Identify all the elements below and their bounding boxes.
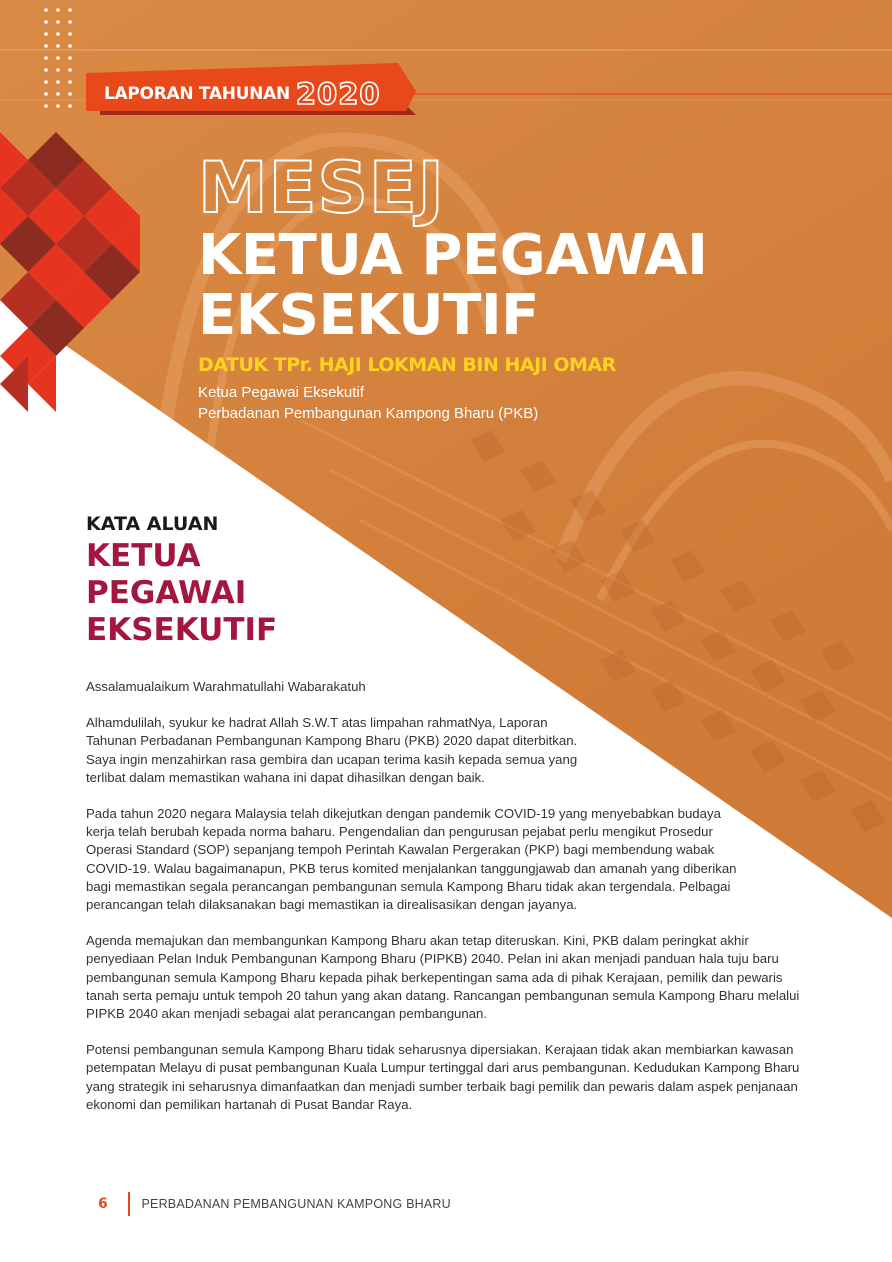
ceo-role-line1: Ketua Pegawai Eksekutif [198,384,364,401]
body-paragraph: Pada tahun 2020 negara Malaysia telah dikejutkan dengan pandemik COVID-19 yang menyebabkan budaya kerja telah berubah kepada norma baharu. Pengendalian dan pengurusan pejabat perlu mengikut Prosedur Operasi Standard (SOP) sepanjang tempoh Perintah Kawalan Pergerakan (PKP) bagi membendung wabak COVID-19. Walau bagaimanapun, PKB terus komited menjalankan tanggungjawab dan amanah yang diberikan bagi memastikan segala perancangan pembangunan semula Kampong Bharu tidak akan tergendala. Pelbagai perancangan telah dilaksanakan bagi memastikan ia direalisasikan dengan jayanya. [86,806,737,913]
dot-grid-decoration [40,4,80,116]
section-title-line2: PEGAWAI [86,575,247,611]
ceo-role-line2: Perbadanan Pembangunan Kampong Bharu (PKB) [198,405,539,422]
message-body [86,678,808,1132]
banner-year: 2020 [295,77,381,111]
section-title-line3: EKSEKUTIF [86,612,278,648]
ceo-name: DATUK TPr. HAJI LOKMAN BIN HAJI OMAR [198,354,616,376]
page-number: 6 [98,1196,108,1212]
page-title-line1: KETUA PEGAWAI [198,223,708,288]
ceo-role [198,382,538,424]
footer-divider [128,1192,130,1216]
section-title [86,538,277,649]
banner-text [104,74,381,114]
page-title [198,223,708,348]
page-footer [98,1193,451,1215]
section-kicker: KATA ALUAN [86,513,219,535]
footer-organization: PERBADANAN PEMBANGUNAN KAMPONG BHARU [141,1197,451,1211]
banner-label: LAPORAN TAHUNAN [104,84,290,104]
section-title-line1: KETUA [86,538,201,574]
body-paragraph: Alhamdulilah, syukur ke hadrat Allah S.W.T atas limpahan rahmatNya, Laporan Tahunan Perbadanan Pembangunan Kampong Bharu (PKB) 2020 dapat diterbitkan. Saya ingin menzahirkan rasa gembira dan ucapan terima kasih kepada semua yang terlibat dalam memastikan wahana ini dapat dihasilkan dengan baik. [86,715,578,785]
title-outline-mesej: MESEJ [198,147,445,229]
greeting-paragraph: Assalamualaikum Warahmatullahi Wabarakatuh [86,679,366,694]
body-paragraph: Potensi pembangunan semula Kampong Bharu tidak seharusnya dipersiakan. Kerajaan tidak akan membiarkan kawasan petempatan Melayu di pusat pembangunan Kuala Lumpur tertinggal dari arus pembangunan. Kedudukan Kampong Bharu yang strategik ini seharusnya dimanfaatkan dan menjadi sumber terbaik bagi pemilik dan pewaris dalam aspek penjanaan ekonomi dan pemilikan hartanah di Pusat Bandar Raya. [86,1042,800,1112]
page-title-line2: EKSEKUTIF [198,283,539,348]
body-paragraph: Agenda memajukan dan membangunkan Kampong Bharu akan tetap diteruskan. Kini, PKB dalam peringkat akhir penyediaan Pelan Induk Pembangunan Kampong Bharu (PIPKB) 2040. Pelan ini akan menjadi panduan hala tuju baru pembangunan semula Kampong Bharu kepada pihak berkepentingan sama ada di pihak Kerajaan, pemilik dan pewaris tanah serta pemaju untuk tempoh 20 tahun yang akan datang. Rancangan pembangunan semula Kampong Bharu melalui PIPKB 2040 akan menjadi sebagai alat perancangan pembangunan. [86,933,800,1022]
